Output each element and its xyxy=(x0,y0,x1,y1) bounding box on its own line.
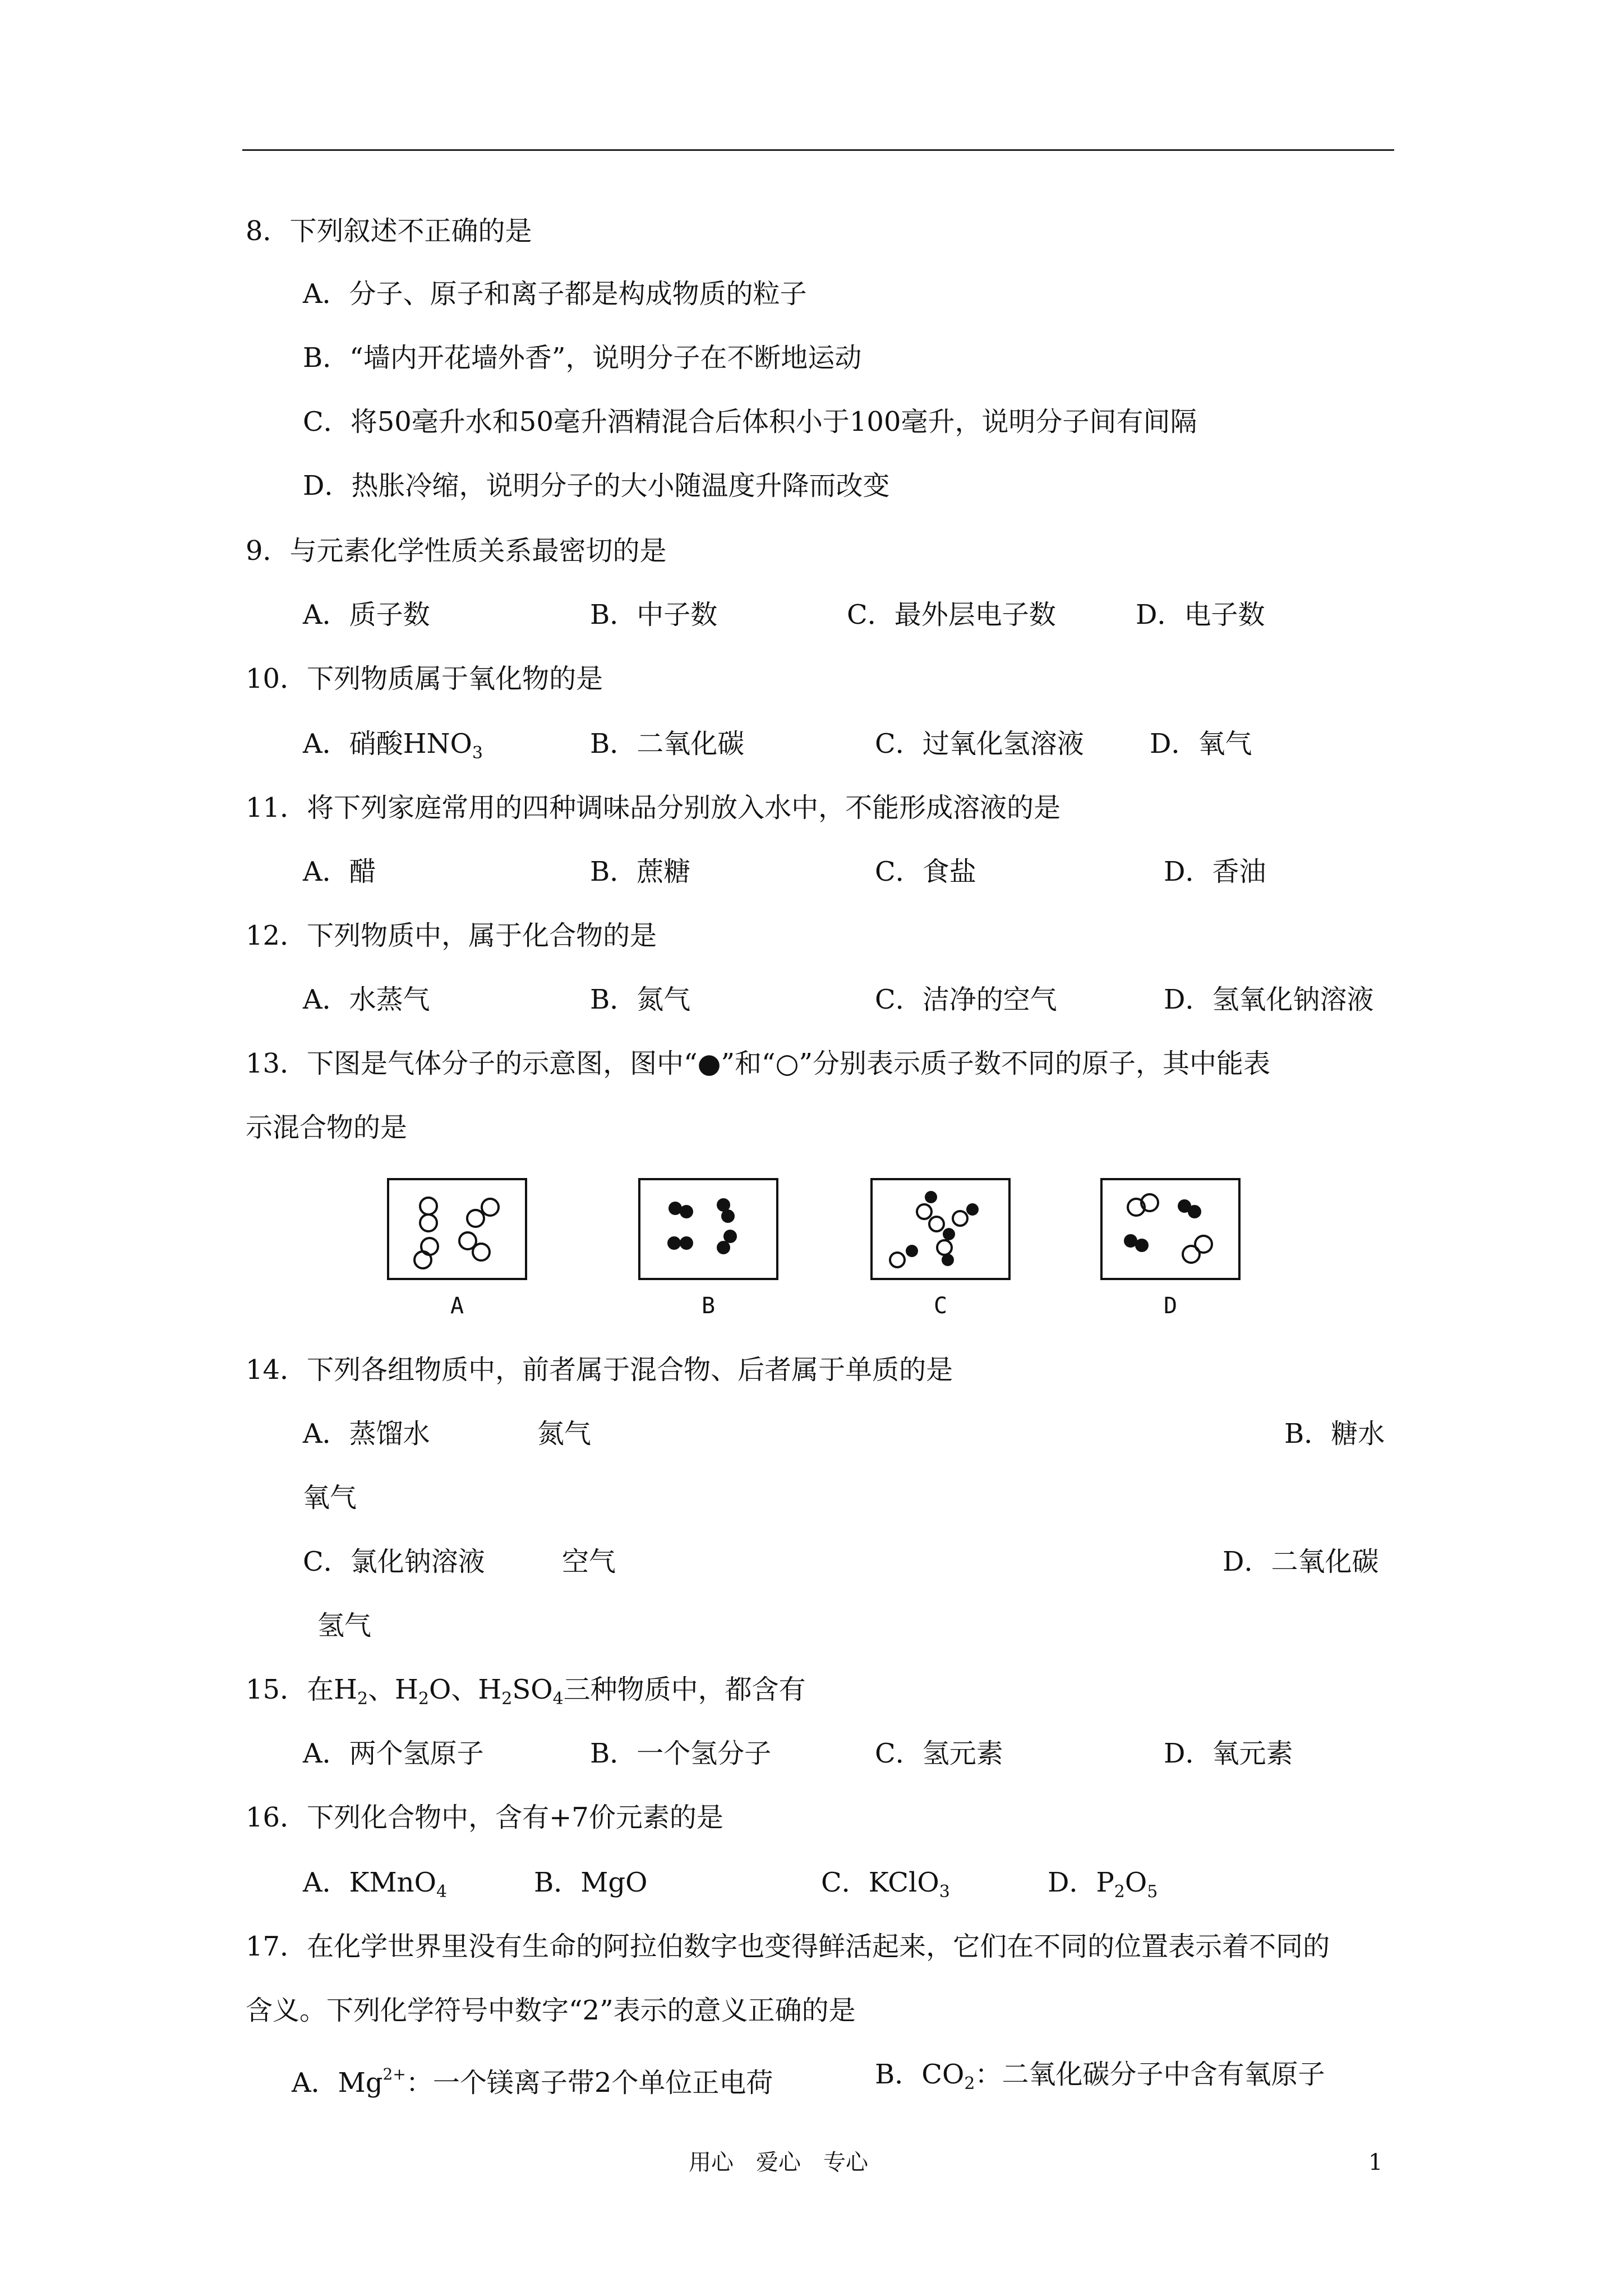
q16-option-c: C．KClO$_3$ xyxy=(821,1867,950,1902)
q8-option-d: D．热胀冷缩，说明分子的大小随温度升降而改变 xyxy=(303,470,890,501)
header-rule xyxy=(242,149,1394,151)
molecule-box-d-drawing xyxy=(1103,1180,1238,1278)
q11-option-c: C．食盐 xyxy=(875,856,976,887)
q17-option-b: B．$CO_2$：二氧化碳分子中含有氧原子 xyxy=(875,2059,1325,2093)
q12-option-b: B．氮气 xyxy=(590,984,691,1015)
molecule-label-b: B xyxy=(701,1293,716,1319)
molecule-label-a: A xyxy=(450,1293,464,1319)
q8-option-b: B．“墙内开花墙外香”，说明分子在不断地运动 xyxy=(303,342,862,374)
q14-option-d: D．二氧化碳 xyxy=(1223,1546,1379,1577)
q16-option-d: D．$P_2O_5$ xyxy=(1048,1867,1158,1902)
molecule-box-c-drawing xyxy=(873,1180,1008,1278)
q12-option-d: D．氢氧化钠溶液 xyxy=(1164,984,1374,1015)
q11-option-d: D．香油 xyxy=(1164,856,1266,887)
q14-stem: 14．下列各组物质中，前者属于混合物、后者属于单质的是 xyxy=(246,1354,953,1386)
page-number: 1 xyxy=(1368,2150,1383,2175)
q10-option-b: B．二氧化碳 xyxy=(590,728,745,760)
q14-option-d-second: 氢气 xyxy=(317,1610,372,1641)
q14-option-c: C．氯化钠溶液 xyxy=(303,1546,485,1577)
molecule-box-a-drawing xyxy=(389,1180,525,1278)
q15-stem: 15．在$H_2$、$H_2O$、$H_2SO_4$三种物质中，都含有 xyxy=(246,1674,806,1709)
molecule-box-a xyxy=(387,1178,527,1280)
molecule-box-b xyxy=(638,1178,778,1280)
q10-option-c: C．过氧化氢溶液 xyxy=(875,728,1084,760)
q14-option-c-second: 空气 xyxy=(562,1546,616,1577)
q15-option-b: B．一个氢分子 xyxy=(590,1738,772,1769)
q17-stem-line1: 17．在化学世界里没有生命的阿拉伯数字也变得鲜活起来，它们在不同的位置表示着不同的 xyxy=(246,1931,1330,1962)
q14-option-a-second: 氮气 xyxy=(537,1418,592,1450)
q15-option-c: C．氢元素 xyxy=(875,1738,1003,1769)
q15-option-d: D．氧元素 xyxy=(1164,1738,1293,1769)
q13-stem-line1: 13．下图是气体分子的示意图，图中“●”和“○”分别表示质子数不同的原子，其中能表 xyxy=(246,1048,1271,1079)
q9-option-a: A．质子数 xyxy=(303,599,430,631)
q8-option-a: A．分子、原子和离子都是构成物质的粒子 xyxy=(303,278,807,310)
q12-stem: 12．下列物质中，属于化合物的是 xyxy=(246,920,657,951)
q12-option-c: C．洁净的空气 xyxy=(875,984,1057,1015)
q10-stem: 10．下列物质属于氧化物的是 xyxy=(246,663,603,694)
q11-option-b: B．蔗糖 xyxy=(590,856,691,887)
molecule-label-d: D xyxy=(1163,1293,1178,1319)
q10-option-d: D．氧气 xyxy=(1150,728,1252,760)
footer-motto: 用心 爱心 专心 xyxy=(689,2150,868,2175)
q9-option-c: C．最外层电子数 xyxy=(847,599,1056,631)
q8-stem: 8．下列叙述不正确的是 xyxy=(246,215,532,247)
q17-stem-line2: 含义。下列化学符号中数字“2”表示的意义正确的是 xyxy=(246,1995,856,2026)
molecule-box-b-drawing xyxy=(640,1180,776,1278)
q17-option-a: A．$Mg^{2+}$：一个镁离子带2个单位正电荷 xyxy=(292,2065,773,2099)
molecule-diagram xyxy=(0,1178,1623,1324)
q9-option-d: D．电子数 xyxy=(1136,599,1265,631)
q8-option-c: C．将50毫升水和50毫升酒精混合后体积小于100毫升，说明分子间有间隔 xyxy=(303,406,1197,438)
q11-option-a: A．醋 xyxy=(303,856,376,887)
molecule-box-d xyxy=(1100,1178,1241,1280)
q9-option-b: B．中子数 xyxy=(590,599,718,631)
q14-option-a: A．蒸馏水 xyxy=(303,1418,430,1450)
q13-stem-line2: 示混合物的是 xyxy=(246,1112,408,1143)
q15-option-a: A．两个氢原子 xyxy=(303,1738,484,1769)
q10-option-a: A．硝酸$HNO_3$ xyxy=(303,728,483,763)
q12-option-a: A．水蒸气 xyxy=(303,984,430,1015)
q14-option-b: B．糖水 xyxy=(1284,1418,1385,1450)
molecule-box-c xyxy=(870,1178,1011,1280)
q16-option-a: A．KMnO$_4$ xyxy=(303,1867,448,1902)
q14-option-b-second: 氧气 xyxy=(303,1482,357,1513)
q16-stem: 16．下列化合物中，含有+7价元素的是 xyxy=(246,1802,723,1833)
q9-stem: 9．与元素化学性质关系最密切的是 xyxy=(246,535,667,567)
q11-stem: 11．将下列家庭常用的四种调味品分别放入水中，不能形成溶液的是 xyxy=(246,792,1061,823)
q16-option-b: B．MgO xyxy=(534,1867,648,1898)
molecule-label-c: C xyxy=(933,1293,948,1319)
